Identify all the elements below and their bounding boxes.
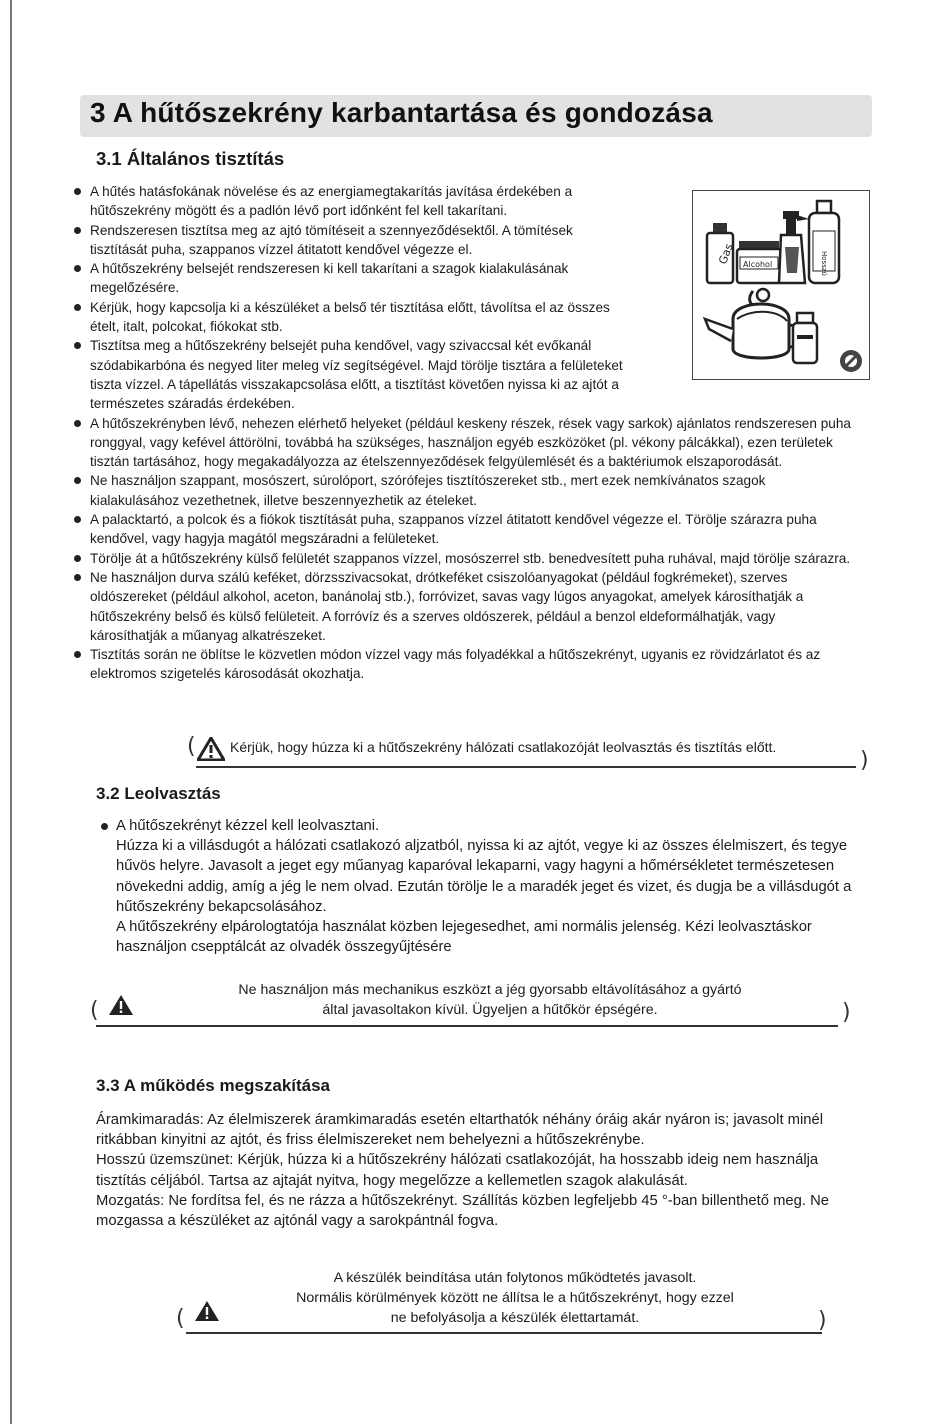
defrost-bullet: A hűtőszekrényt kézzel kell leolvasztani. xyxy=(100,816,860,836)
defrost-paragraph: Húzza ki a villásdugót a hálózati csatlakozó aljzatból, nyissa ki az ajtót, vegye ki az összes élelmiszert, és tegye hűvös helyre. Javasolt a jeget egy műanyag kaparóval lekaparni, vagy hagyni a hőmérsékletet természetesen növekedni addig, amíg a jég le nem olvad. Ezután törölje le a maradék jeget és vizet, és dugja be a villásdugót a hűtőszekrény bekapcsolásához. xyxy=(116,838,852,915)
bracket-right: ) xyxy=(842,1000,851,1025)
note-underline xyxy=(186,1332,822,1334)
warning-icon xyxy=(108,994,134,1016)
defrost-paragraph: A hűtőszekrény elpárologtatója használat közben lejegesedhet, ami normális jelenség. Kézi leolvasztáskor használjon csepptálcát az olvadék összegyűjtésére xyxy=(116,919,812,956)
alcohol-label: Alcohol xyxy=(743,260,773,269)
list-item: A hűtőszekrényben lévő, nehezen elérhető helyeket (például keskeny részek, rések vagy sarkok) ajánlatos rendszeresen puha ronggyal, vagy kefével áttörölni, továbbá ha szükséges, használjon egyéb eszközöket (pl. vékony pálcákkal), ezen területek tisztán tartásához, hogy megakadályozza az ételszennyeződések felgyülemlését és a baktériumok elszaporodását. xyxy=(73,414,853,472)
bracket-left: ( xyxy=(187,734,196,759)
warning-icon xyxy=(194,1300,220,1322)
warning-underline xyxy=(196,766,856,768)
chapter-title: 3 A hűtőszekrény karbantartása és gondozása xyxy=(90,97,713,128)
list-item: Kérjük, hogy kapcsolja ki a készüléket a belső tér tisztítása előtt, távolítsa el az összes ételt, italt, polcokat, fiókokat stb. xyxy=(73,298,633,337)
interrupt-content xyxy=(96,1110,856,1231)
list-item: Törölje át a hűtőszekrény külső felületét szappanos vízzel, mosószerrel stb. benedvesített puha ruhával, majd törölje szárazra. xyxy=(73,549,853,568)
interrupt-note-line: Normális körülmények között ne állítsa le a hűtőszekrényt, hogy ezzel xyxy=(296,1290,734,1306)
interrupt-note xyxy=(220,1268,810,1328)
defrost-content xyxy=(100,816,860,957)
bracket-left: ( xyxy=(176,1306,185,1331)
bracket-right: ) xyxy=(818,1308,827,1333)
interrupt-paragraph: Hosszú üzemszünet: Kérjük, húzza ki a hűtőszekrény hálózati csatlakozóját, ha hosszabb ideig nem használja tisztítás céljából. Tartsa az ajtaját nyitva, hogy megelőzze a kellemetlen szagok alakulását. xyxy=(96,1152,819,1189)
general-cleaning-list xyxy=(73,182,853,684)
list-item: Tisztítsa meg a hűtőszekrény belsejét puha kendővel, vagy szivaccsal két evőkanál szódabikarbóna és negyed liter meleg víz segítségével. Majd törölje tisztára a felületeket tiszta vízzel. A tápellátás visszakapcsolása előtt, a tisztítást követően nyissa ki az ajtót a természetes száradás érdekében. xyxy=(73,336,633,413)
interrupt-paragraph: Áramkimaradás: Az élelmiszerek áramkimaradás esetén eltarthatók néhány óráig akár nyáron is; javasolt minél ritkábban kinyitni az ajtót, és friss élelmiszereket nem behelyezni a hűtőszekrénybe. xyxy=(96,1112,824,1149)
list-item: Ne használjon durva szálú keféket, dörzsszivacsokat, drótkeféket csiszolóanyagokat (például fogkrémeket), szerves oldószereket (például alkohol, aceton, banánolaj stb.), forróvizet, savas vagy lúgos anyagokat, amelyek károsíthatják a hűtőszekrény belső és külső felületeit. A forróvíz és a szerves oldószerek, például a benzol eldeformálhatják, vagy károsíthatják a műanyag alkatrészeket. xyxy=(73,568,853,645)
section-title-defrost: 3.2 Leolvasztás xyxy=(96,784,221,803)
bracket-right: ) xyxy=(860,748,869,773)
interrupt-note-line: ne befolyásolja a készülék élettartamát. xyxy=(390,1310,640,1326)
bottle-label: Hosszú xyxy=(820,251,828,276)
interrupt-paragraph: Mozgatás: Ne fordítsa fel, és ne rázza a hűtőszekrényt. Szállítás közben legfeljebb 45 °-ban billenthető meg. Ne mozgassa a készüléket az ajtónál vagy a sarokpántnál fogva. xyxy=(96,1192,830,1230)
section-title-general-cleaning: 3.1 Általános tisztítás xyxy=(96,148,285,169)
defrost-note-line: által javasoltakon kívül. Ügyeljen a hűtőkör épségére. xyxy=(322,1002,658,1018)
section-title-interrupt: 3.3 A működés megszakítása xyxy=(96,1076,331,1095)
list-item: Ne használjon szappant, mosószert, súrolóport, szórófejes tisztítószereket stb., mert ezek nemkívánatos szagok kialakulásához vezethetnek, illetve beszennyezhetik az ételeket. xyxy=(73,471,853,510)
defrost-note xyxy=(160,980,820,1020)
interrupt-note-line: A készülék beindítása után folytonos működtetés javasolt. xyxy=(333,1270,697,1286)
defrost-note-line: Ne használjon más mechanikus eszközt a jég gyorsabb eltávolításához a gyártó xyxy=(238,982,742,998)
bracket-left: ( xyxy=(90,998,99,1023)
list-item: A hűtőszekrény belsejét rendszeresen ki kell takarítani a szagok kialakulásának megelőzésére. xyxy=(73,259,633,298)
note-underline xyxy=(96,1025,838,1027)
list-item: A hűtés hatásfokának növelése és az energiamegtakarítás javítása érdekében a hűtőszekrény mögött és a padlón lévő port időnként fel kell takarítani. xyxy=(73,182,633,221)
list-item: Tisztítás során ne öblítse le közvetlen módon vízzel vagy más folyadékkal a hűtőszekrényt, ugyanis ez rövidzárlatot és az elektromos szigetelés károsodását okozhatja. xyxy=(73,645,853,684)
page-edge-line xyxy=(10,0,12,1424)
warning-icon xyxy=(197,737,225,761)
list-item: Rendszeresen tisztítsa meg az ajtó tömítéseit a szennyeződésektől. A tömítések tisztítását puha, szappanos vízzel átitatott kendővel végezze el. xyxy=(73,221,633,260)
list-item: A palacktartó, a polcok és a fiókok tisztítását puha, szappanos vízzel átitatott kendővel végezze el. Törölje szárazra puha kendővel, vagy hagyja magától megszáradni a felületeket. xyxy=(73,510,853,549)
unplug-warning-text: Kérjük, hogy húzza ki a hűtőszekrény hálózati csatlakozóját leolvasztás és tisztítás előtt. xyxy=(230,739,777,755)
gas-label: Gas xyxy=(716,241,736,267)
